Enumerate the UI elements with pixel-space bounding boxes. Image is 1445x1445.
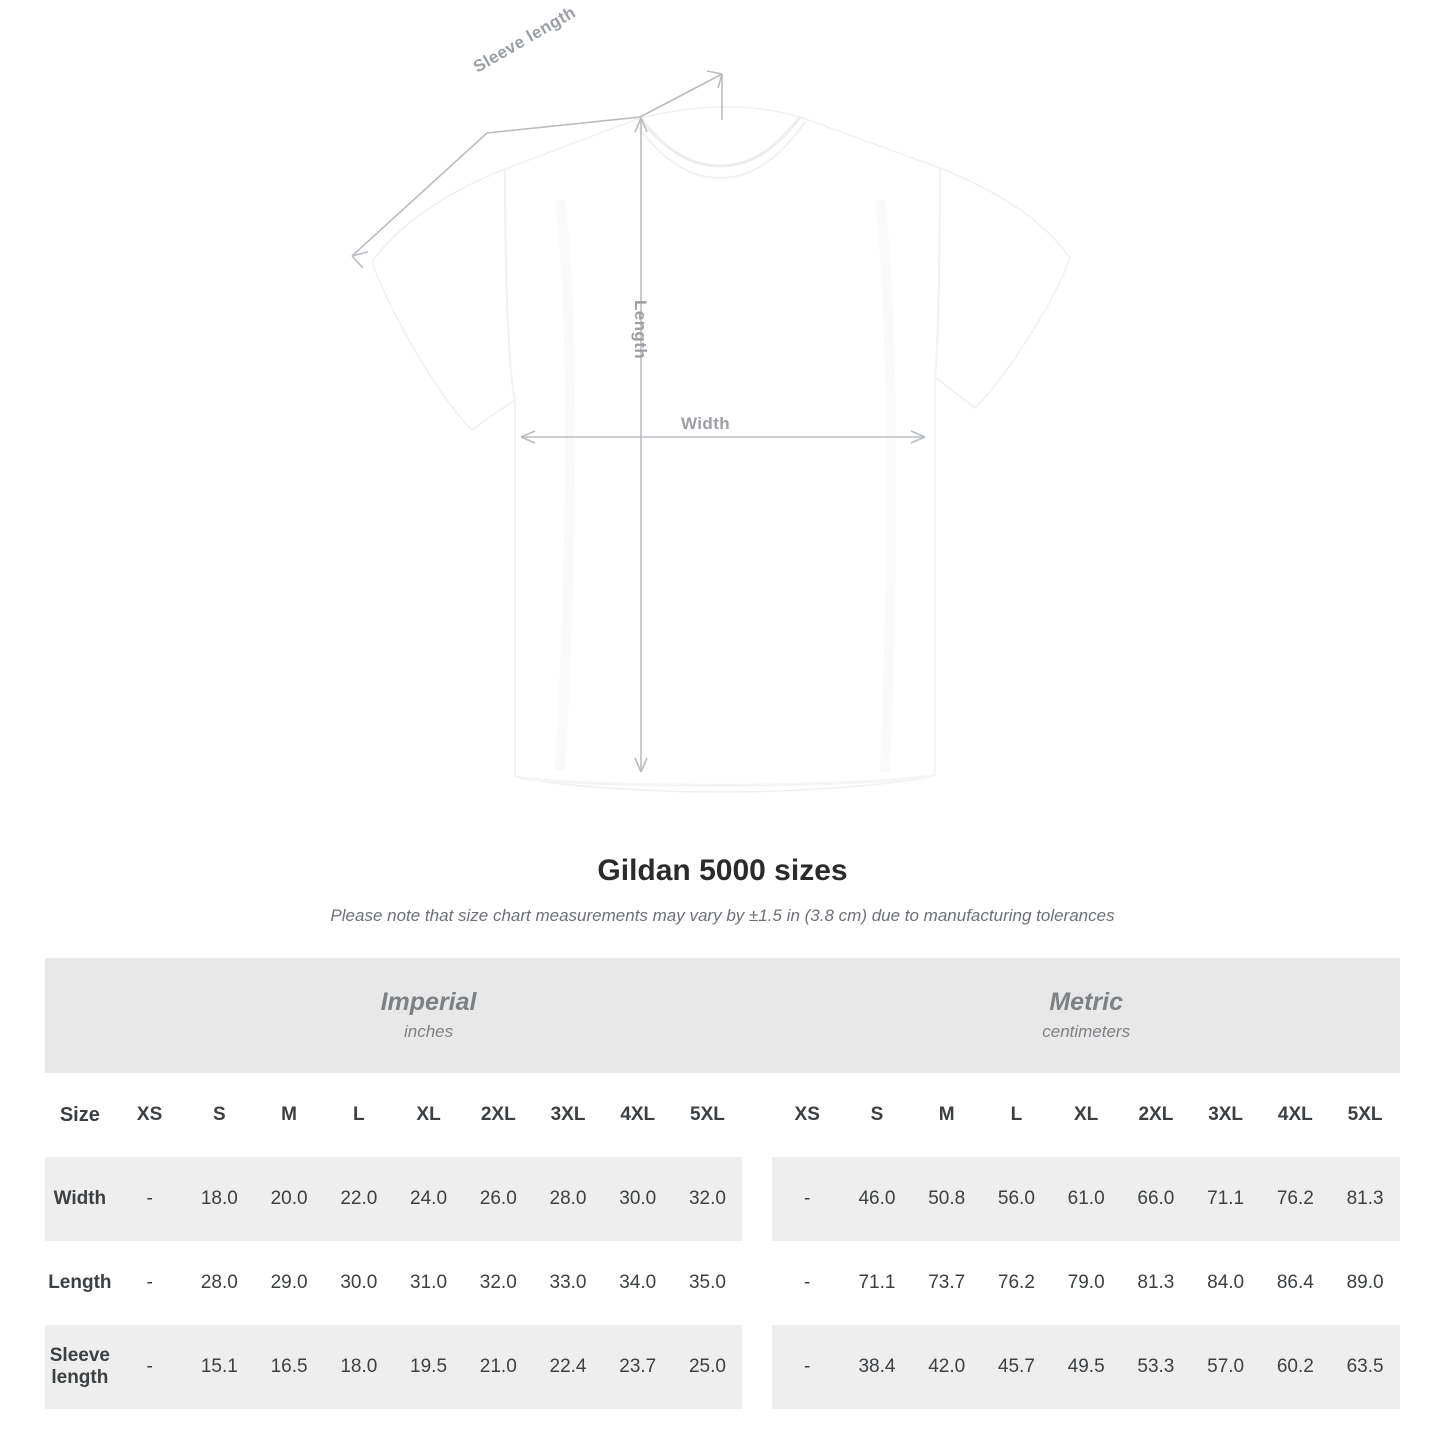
cell-sleeve-met-m: 42.0 [912, 1325, 982, 1409]
cell-width-met-xs: - [772, 1157, 842, 1241]
cell-width-imp-xs: - [115, 1157, 185, 1241]
cell-width-met-m: 50.8 [912, 1157, 982, 1241]
cell-length-imp-3xl: 33.0 [533, 1241, 603, 1325]
size-header-met-3xl: 3XL [1191, 1073, 1261, 1157]
page-title: Gildan 5000 sizes [597, 854, 848, 887]
row-label-sleeve-length: Sleeve length [45, 1325, 115, 1409]
size-header-imp-m: M [254, 1073, 324, 1157]
row-gap-cell-length [742, 1241, 772, 1325]
length-label: Length [631, 300, 650, 360]
unit-metric-name: Metric [1049, 987, 1123, 1016]
row-gap-cell-width [742, 1157, 772, 1241]
row-label-length: Length [45, 1241, 115, 1325]
cell-width-imp-l: 22.0 [324, 1157, 394, 1241]
width-label: Width [681, 414, 731, 433]
cell-sleeve-imp-5xl: 25.0 [673, 1325, 743, 1409]
cell-sleeve-imp-m: 16.5 [254, 1325, 324, 1409]
row-gap-cell-sleeve [742, 1325, 772, 1409]
cell-sleeve-imp-xs: - [115, 1325, 185, 1409]
size-header-imp-xs: XS [115, 1073, 185, 1157]
cell-sleeve-imp-2xl: 21.0 [463, 1325, 533, 1409]
cell-length-imp-m: 29.0 [254, 1241, 324, 1325]
cell-sleeve-met-xl: 49.5 [1051, 1325, 1121, 1409]
size-header-met-l: L [982, 1073, 1052, 1157]
cell-sleeve-imp-s: 15.1 [184, 1325, 254, 1409]
title-block [0, 854, 1445, 926]
cell-sleeve-met-s: 38.4 [842, 1325, 912, 1409]
cell-width-met-xl: 61.0 [1051, 1157, 1121, 1241]
cell-width-imp-s: 18.0 [184, 1157, 254, 1241]
cell-sleeve-imp-l: 18.0 [324, 1325, 394, 1409]
cell-width-imp-4xl: 30.0 [603, 1157, 673, 1241]
cell-length-met-2xl: 81.3 [1121, 1241, 1191, 1325]
cell-length-met-l: 76.2 [982, 1241, 1052, 1325]
cell-width-met-3xl: 71.1 [1191, 1157, 1261, 1241]
row-label-width: Width [45, 1157, 115, 1241]
cell-length-met-4xl: 86.4 [1260, 1241, 1330, 1325]
cell-length-imp-l: 30.0 [324, 1241, 394, 1325]
size-header-imp-xl: XL [394, 1073, 464, 1157]
table-row [45, 1241, 1400, 1325]
unit-header-row [45, 958, 1400, 1073]
cell-sleeve-imp-3xl: 22.4 [533, 1325, 603, 1409]
cell-length-imp-5xl: 35.0 [673, 1241, 743, 1325]
cell-length-met-xs: - [772, 1241, 842, 1325]
cell-sleeve-met-xs: - [772, 1325, 842, 1409]
cell-length-met-m: 73.7 [912, 1241, 982, 1325]
cell-width-met-5xl: 81.3 [1330, 1157, 1400, 1241]
size-table-wrapper [45, 958, 1400, 1409]
tshirt-shape [372, 107, 1070, 792]
cell-sleeve-imp-xl: 19.5 [394, 1325, 464, 1409]
size-header-imp-5xl: 5XL [673, 1073, 743, 1157]
size-header-row [45, 1073, 1400, 1157]
cell-sleeve-met-4xl: 60.2 [1260, 1325, 1330, 1409]
cell-length-met-xl: 79.0 [1051, 1241, 1121, 1325]
sleeve-length-label: Sleeve length [470, 2, 579, 77]
cell-sleeve-imp-4xl: 23.7 [603, 1325, 673, 1409]
size-header-met-s: S [842, 1073, 912, 1157]
header-gap-cell [742, 1073, 772, 1157]
cell-width-met-4xl: 76.2 [1260, 1157, 1330, 1241]
unit-metric-cell [772, 958, 1400, 1073]
cell-width-imp-3xl: 28.0 [533, 1157, 603, 1241]
size-header-imp-3xl: 3XL [533, 1073, 603, 1157]
cell-width-imp-xl: 24.0 [394, 1157, 464, 1241]
cell-width-imp-2xl: 26.0 [463, 1157, 533, 1241]
cell-length-met-s: 71.1 [842, 1241, 912, 1325]
size-header-imp-l: L [324, 1073, 394, 1157]
size-header-met-4xl: 4XL [1260, 1073, 1330, 1157]
size-header-imp-s: S [184, 1073, 254, 1157]
cell-width-imp-5xl: 32.0 [673, 1157, 743, 1241]
cell-sleeve-met-5xl: 63.5 [1330, 1325, 1400, 1409]
cell-sleeve-met-l: 45.7 [982, 1325, 1052, 1409]
size-header-met-m: M [912, 1073, 982, 1157]
unit-imperial-name: Imperial [380, 987, 477, 1016]
cell-sleeve-met-3xl: 57.0 [1191, 1325, 1261, 1409]
cell-length-met-3xl: 84.0 [1191, 1241, 1261, 1325]
unit-imperial-sub: inches [403, 1022, 454, 1042]
cell-length-imp-xs: - [115, 1241, 185, 1325]
table-row [45, 1325, 1400, 1409]
cell-length-imp-xl: 31.0 [394, 1241, 464, 1325]
unit-spacer-cell [45, 958, 115, 1073]
cell-width-met-2xl: 66.0 [1121, 1157, 1191, 1241]
cell-length-imp-4xl: 34.0 [603, 1241, 673, 1325]
size-header-label: Size [45, 1073, 115, 1157]
cell-width-met-l: 56.0 [982, 1157, 1052, 1241]
table-row [45, 1157, 1400, 1241]
tolerance-note: Please note that size chart measurements may vary by ±1.5 in (3.8 cm) due to manufacturing tolerances [330, 906, 1115, 925]
unit-gap-cell [742, 958, 772, 1073]
size-header-met-2xl: 2XL [1121, 1073, 1191, 1157]
size-header-met-xl: XL [1051, 1073, 1121, 1157]
size-table [45, 958, 1400, 1409]
cell-width-met-s: 46.0 [842, 1157, 912, 1241]
size-header-imp-2xl: 2XL [463, 1073, 533, 1157]
cell-length-imp-s: 28.0 [184, 1241, 254, 1325]
unit-metric-sub: centimeters [1042, 1022, 1131, 1042]
size-header-met-5xl: 5XL [1330, 1073, 1400, 1157]
cell-width-imp-m: 20.0 [254, 1157, 324, 1241]
cell-length-met-5xl: 89.0 [1330, 1241, 1400, 1325]
size-header-imp-4xl: 4XL [603, 1073, 673, 1157]
cell-sleeve-met-2xl: 53.3 [1121, 1325, 1191, 1409]
unit-imperial-cell [115, 958, 743, 1073]
cell-length-imp-2xl: 32.0 [463, 1241, 533, 1325]
size-header-met-xs: XS [772, 1073, 842, 1157]
